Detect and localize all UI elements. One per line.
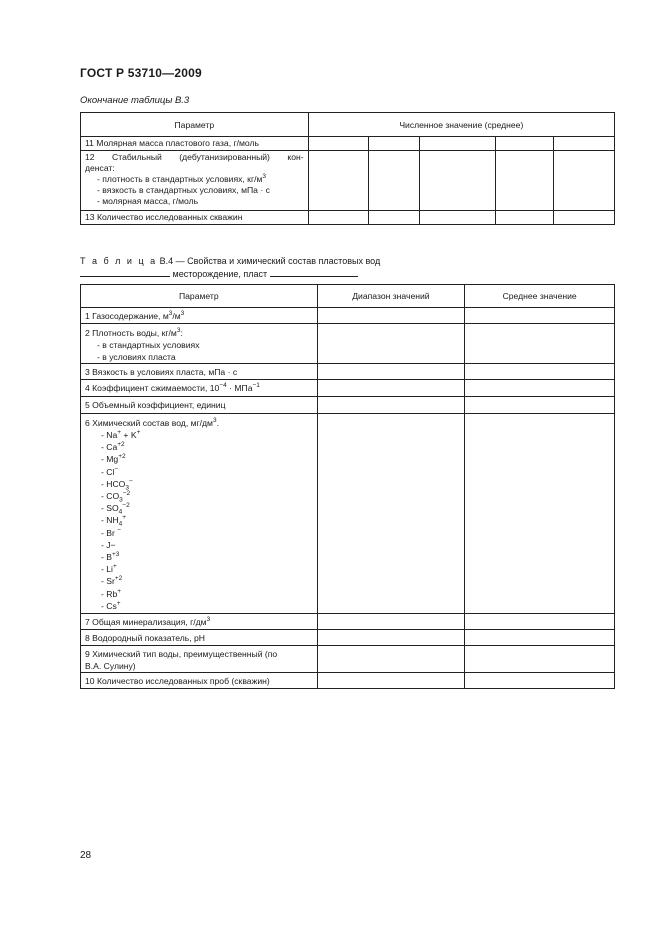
ion-br: - Br − (101, 526, 122, 538)
ion-j: - J− (101, 539, 116, 550)
table-b3 (80, 112, 615, 225)
ion-hco3: - $HCO_3^-$ (101, 477, 133, 492)
table-header-row (81, 285, 615, 308)
table-row (81, 614, 615, 630)
row-label: 11 Молярная масса пластового газа, г/моль (85, 138, 259, 148)
table-row (81, 414, 615, 614)
row-label-cont: денсат: (85, 163, 115, 173)
ion-ca: - $Ca^{+2}$ (101, 441, 125, 453)
ion-na-k: - Na+ + K+ (101, 429, 141, 440)
table-row (81, 137, 615, 151)
column-header-parameter: Параметр (81, 113, 309, 137)
ion-rb: - Rb+ (101, 587, 122, 599)
column-header-average: Среднее значение (465, 285, 615, 308)
column-header-range: Диапазон значений (317, 285, 465, 308)
sub-item: - в стандартных условиях (97, 340, 200, 350)
ion-sr: - $Sr^{+2}$ (101, 575, 123, 587)
row-label: 13 Количество исследованных скважин (85, 212, 243, 222)
row-label: 12 Стабильный (дебутанизированный) кон- (85, 152, 304, 162)
table-b4-caption: Т а б л и ц а В.4 — Свойства и химический состав пластовых вод месторождение, пласт (80, 256, 381, 279)
row-label: 5 Объемный коэффициент, единиц (85, 400, 226, 410)
ion-nh4: - $NH_4^+$ (101, 514, 127, 529)
table-row (81, 324, 615, 364)
row-label: 8 Водородный показатель, pH (85, 633, 205, 643)
sub-item: - молярная масса, г/моль (97, 196, 199, 206)
row-label: 2 Плотность воды, $кг/м^3$: (85, 327, 183, 338)
sub-item: - плотность в стандартных условиях, $кг/м^3$ (97, 173, 266, 184)
row-label: 3 Вязкость в условиях пласта, мПа · с (85, 367, 238, 377)
table-row (81, 397, 615, 414)
row-label: 6 Химический состав вод, $мг/дм^3$. (85, 417, 219, 428)
ion-b: - $B^{+3}$ (101, 551, 120, 563)
table-header-row (81, 113, 615, 137)
sub-item: - вязкость в стандартных условиях, мПа · с (97, 185, 270, 195)
row-label: 4 Коэффициент сжимаемости, $10^{-4} \cdot МПа^{-1}$ (85, 382, 260, 393)
document-title: ГОСТ Р 53710—2009 (80, 66, 202, 80)
page-number: 28 (80, 850, 92, 861)
ion-so4: - $SO_4^{-2}$ (101, 502, 130, 516)
table-b4 (80, 284, 615, 689)
table-row (81, 308, 615, 324)
row-label-cont: В.А. Сулину) (85, 661, 136, 671)
table-row (81, 646, 615, 673)
ion-co3: - $CO_3^{-2}$ (101, 490, 131, 504)
ion-li: - Li+ (101, 563, 117, 575)
table-row (81, 673, 615, 689)
table-b3-caption: Окончание таблицы В.3 (80, 95, 190, 106)
sub-item: - в условиях пласта (97, 352, 176, 362)
row-label: 10 Количество исследованных проб (скважин) (85, 676, 270, 686)
table-row (81, 211, 615, 225)
table-row (81, 630, 615, 646)
column-header-parameter: Параметр (81, 285, 318, 308)
ion-cs: - Cs+ (101, 599, 121, 611)
row-label: 9 Химический тип воды, преимущественный (по (85, 649, 278, 659)
table-row (81, 364, 615, 380)
row-label: 1 Газосодержание, $м^3/м^3$ (85, 310, 185, 321)
ion-cl: - Cl− (101, 465, 119, 477)
column-header-value: Численное значение (среднее) (308, 113, 614, 137)
table-row (81, 380, 615, 397)
row-label: 7 Общая минерализация, $г/дм^3$ (85, 616, 211, 627)
ion-mg: - $Mg^{+2}$ (101, 453, 126, 465)
table-row (81, 151, 615, 211)
